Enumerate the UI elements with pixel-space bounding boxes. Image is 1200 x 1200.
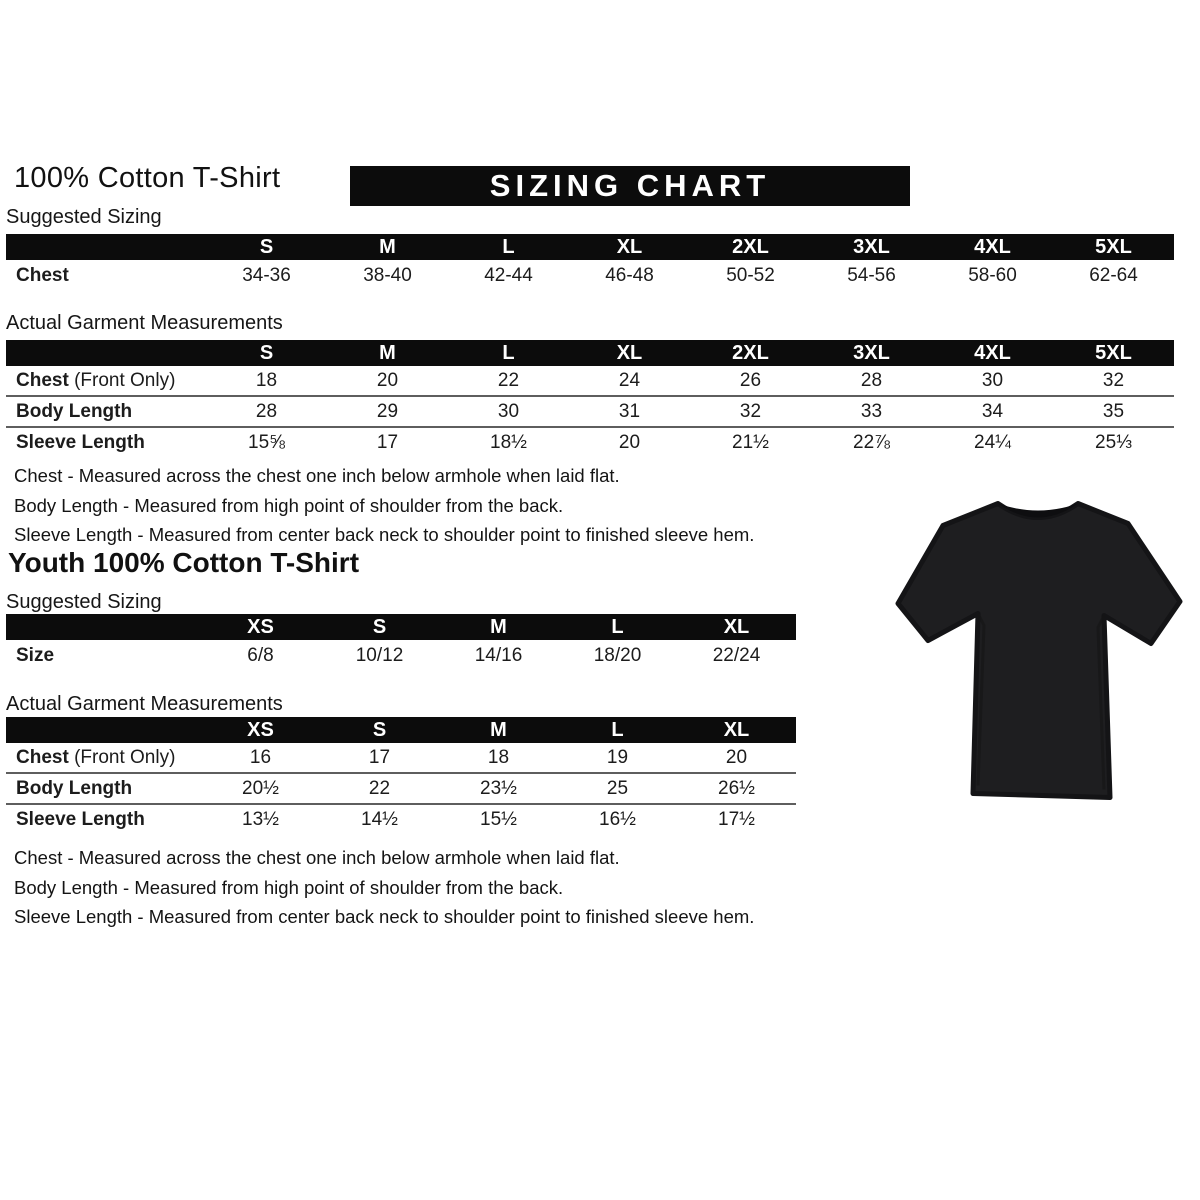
note-body-length: Body Length - Measured from high point of shoulder from the back.: [14, 494, 564, 516]
column-header: XL: [569, 234, 690, 260]
column-header: S: [320, 614, 439, 640]
column-header: 2XL: [690, 234, 811, 260]
page-title: 100% Cotton T-Shirt: [14, 162, 281, 194]
table-cell: 10/12: [355, 645, 404, 666]
row-label-text: Body Length: [16, 778, 133, 799]
table-cell: 62-64: [1089, 265, 1138, 286]
note-chest: Chest - Measured across the chest one inch below armhole when laid flat.: [14, 847, 620, 868]
table-cell: 24¼: [932, 426, 1053, 457]
sizing-chart-banner-text: SIZING CHART: [489, 168, 771, 203]
table-cell: 46-48: [605, 265, 654, 286]
adult-actual-measurements-table: [6, 340, 1174, 457]
table-cell: 30: [981, 370, 1004, 391]
row-label-suffix: (Front Only): [68, 747, 176, 768]
table-cell: 20½: [201, 772, 320, 803]
table-cell: 22: [497, 370, 520, 391]
table-cell: 34: [932, 395, 1053, 426]
table-cell: 14/16: [474, 645, 523, 666]
table-corner-cell: [6, 614, 201, 640]
column-header: M: [439, 614, 558, 640]
table-cell: 18½: [448, 426, 569, 457]
product-photo-tshirt: [888, 483, 1188, 808]
row-label-chest-front-only: [6, 743, 201, 772]
table-cell: 23½: [439, 772, 558, 803]
column-header: 4XL: [932, 234, 1053, 260]
table-cell: 33: [811, 395, 932, 426]
column-header: 2XL: [690, 340, 811, 366]
table-cell: 54-56: [847, 265, 896, 286]
youth-suggested-sizing-label: Suggested Sizing: [6, 591, 162, 613]
youth-suggested-sizing-table: [6, 614, 796, 671]
table-cell: 28: [860, 370, 883, 391]
note-chest: Chest - Measured across the chest one inch below armhole when laid flat.: [14, 465, 620, 486]
table-cell: 17½: [677, 803, 796, 834]
table-cell: 32: [1102, 370, 1125, 391]
table-cell: 20: [725, 747, 748, 768]
table-cell: 13½: [201, 803, 320, 834]
table-cell: 20: [376, 370, 399, 391]
column-header: L: [448, 340, 569, 366]
adult-suggested-sizing-label: Suggested Sizing: [6, 206, 162, 228]
row-label-body-length: [6, 772, 201, 803]
column-header: M: [327, 234, 448, 260]
adult-measurement-notes: [14, 461, 754, 550]
column-header: XS: [201, 717, 320, 743]
table-cell: 34-36: [242, 265, 291, 286]
note-body-length: Body Length - Measured from high point of shoulder from the back.: [14, 876, 564, 898]
column-header: XL: [569, 340, 690, 366]
column-header: S: [320, 717, 439, 743]
table-cell: 20: [569, 426, 690, 457]
column-header: 5XL: [1053, 340, 1174, 366]
table-cell: 25⅓: [1053, 426, 1174, 457]
row-label-chest: Chest: [16, 265, 69, 286]
row-label-sleeve-length: [6, 803, 201, 834]
row-label-text: Sleeve Length: [16, 432, 145, 453]
table-cell: 32: [690, 395, 811, 426]
table-cell: 50-52: [726, 265, 775, 286]
note-sleeve-length: Sleeve Length - Measured from center back neck to shoulder point to finished sleeve hem.: [14, 906, 755, 927]
table-cell: 14½: [320, 803, 439, 834]
table-cell: 26: [739, 370, 762, 391]
youth-actual-measurements-label: Actual Garment Measurements: [6, 693, 283, 715]
column-header: XS: [201, 614, 320, 640]
row-label-suffix: (Front Only): [68, 370, 176, 391]
column-header: 3XL: [811, 234, 932, 260]
row-label-chest-front-only: [6, 366, 206, 395]
row-label-text: Sleeve Length: [16, 809, 145, 830]
table-cell: 18/20: [593, 645, 642, 666]
table-cell: 18: [487, 747, 510, 768]
table-corner-cell: [6, 340, 206, 366]
column-header: L: [558, 717, 677, 743]
sizing-chart-banner: [350, 166, 910, 206]
table-cell: 24: [618, 370, 641, 391]
table-cell: 29: [327, 395, 448, 426]
table-cell: 58-60: [968, 265, 1017, 286]
table-cell: 22/24: [712, 645, 761, 666]
column-header: L: [448, 234, 569, 260]
table-cell: 15⅝: [206, 426, 327, 457]
table-cell: 21½: [690, 426, 811, 457]
row-label-text: Chest: [16, 747, 69, 768]
youth-actual-measurements-table: [6, 717, 796, 834]
column-header: L: [558, 614, 677, 640]
adult-suggested-sizing-table: [6, 234, 1174, 291]
table-cell: 28: [206, 395, 327, 426]
table-cell: 22: [320, 772, 439, 803]
table-cell: 42-44: [484, 265, 533, 286]
note-sleeve-length: Sleeve Length - Measured from center back neck to shoulder point to finished sleeve hem.: [14, 524, 755, 545]
table-cell: 17: [327, 426, 448, 457]
row-label-size: Size: [16, 645, 55, 666]
row-label-body-length: [6, 395, 206, 426]
column-header: S: [206, 340, 327, 366]
column-header: XL: [677, 614, 796, 640]
table-cell: 18: [255, 370, 278, 391]
youth-section-title: Youth 100% Cotton T-Shirt: [8, 547, 360, 578]
column-header: M: [327, 340, 448, 366]
column-header: 4XL: [932, 340, 1053, 366]
column-header: M: [439, 717, 558, 743]
tshirt-body: [898, 504, 1180, 798]
column-header: XL: [677, 717, 796, 743]
table-cell: 22⅞: [811, 426, 932, 457]
column-header: 3XL: [811, 340, 932, 366]
table-cell: 25: [558, 772, 677, 803]
row-label-text: Chest: [16, 370, 69, 391]
table-cell: 6/8: [247, 645, 274, 666]
table-cell: 30: [448, 395, 569, 426]
table-corner-cell: [6, 234, 206, 260]
adult-actual-measurements-label: Actual Garment Measurements: [6, 312, 283, 334]
table-cell: 19: [606, 747, 629, 768]
table-cell: 38-40: [363, 265, 412, 286]
row-label-sleeve-length: [6, 426, 206, 457]
table-cell: 31: [569, 395, 690, 426]
table-cell: 16½: [558, 803, 677, 834]
table-cell: 16: [249, 747, 272, 768]
table-cell: 17: [368, 747, 391, 768]
row-label-text: Body Length: [16, 401, 133, 422]
table-cell: 15½: [439, 803, 558, 834]
table-cell: 26½: [677, 772, 796, 803]
tshirt-image: [888, 483, 1188, 808]
column-header: S: [206, 234, 327, 260]
column-header: 5XL: [1053, 234, 1174, 260]
youth-measurement-notes: [14, 843, 754, 932]
table-cell: 35: [1053, 395, 1174, 426]
table-corner-cell: [6, 717, 201, 743]
